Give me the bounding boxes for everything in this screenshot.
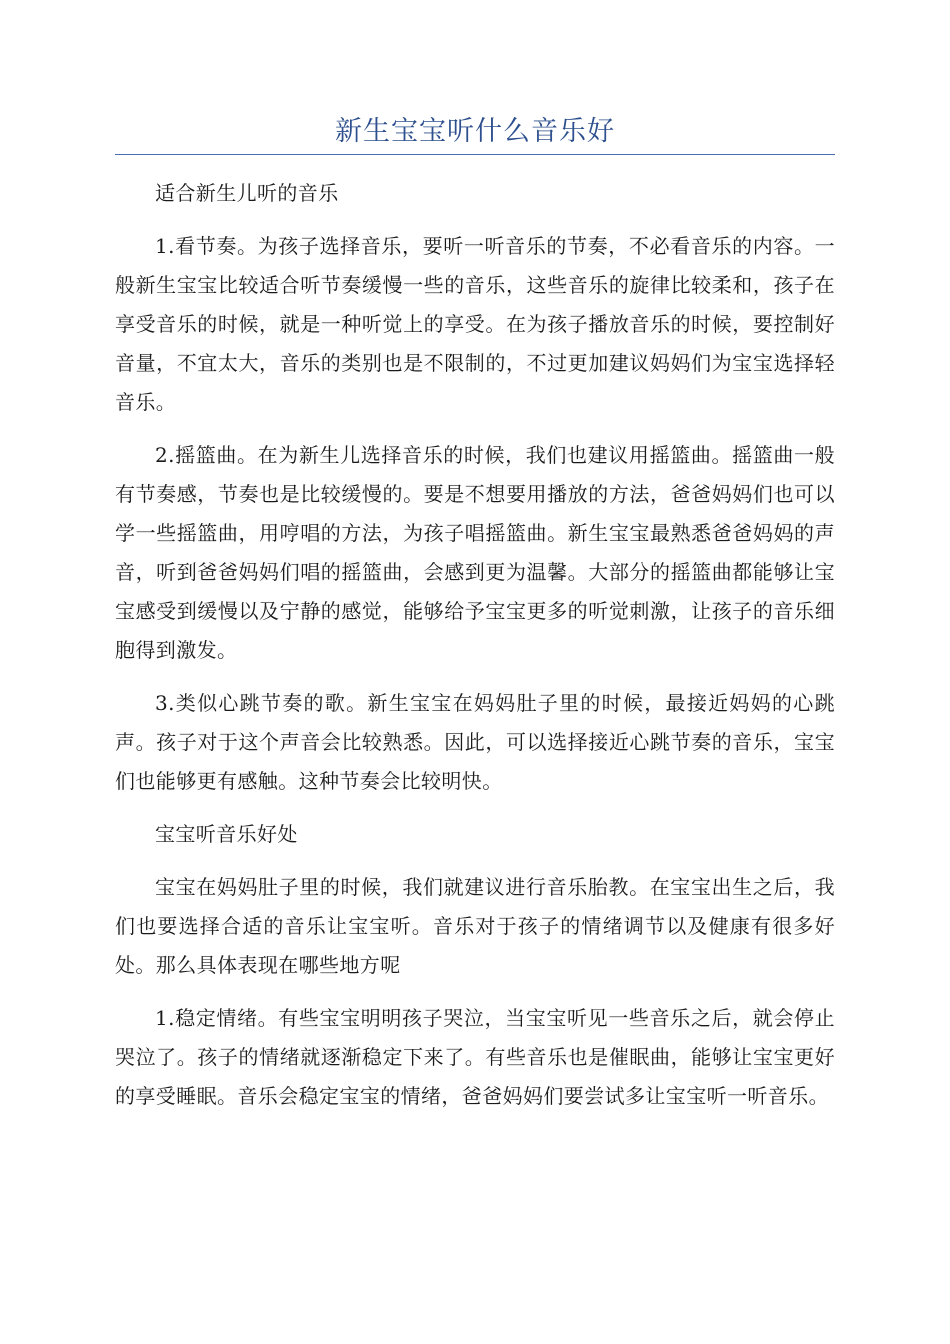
- paragraph-rhythm: 1.看节奏。为孩子选择音乐，要听一听音乐的节奏，不必看音乐的内容。一般新生宝宝比较适合听节奏缓慢一些的音乐，这些音乐的旋律比较柔和，孩子在享受音乐的时候，就是一种听觉上的享受。在为孩子播放音乐的时候，要控制好音量，不宜太大，音乐的类别也是不限制的，不过更加建议妈妈们为宝宝选择轻音乐。: [115, 234, 835, 414]
- paragraph-stabilize-emotions: 1.稳定情绪。有些宝宝明明孩子哭泣，当宝宝听见一些音乐之后，就会停止哭泣了。孩子的情绪就逐渐稳定下来了。有些音乐也是催眠曲，能够让宝宝更好的享受睡眠。音乐会稳定宝宝的情绪，爸爸妈妈们要尝试多让宝宝听一听音乐。: [115, 1006, 835, 1108]
- document-body: [115, 174, 835, 1130]
- document-title: 新生宝宝听什么音乐好: [335, 116, 615, 147]
- paragraph-lullaby: 2.摇篮曲。在为新生儿选择音乐的时候，我们也建议用摇篮曲。摇篮曲一般有节奏感，节奏也是比较缓慢的。要是不想要用播放的方法，爸爸妈妈们也可以学一些摇篮曲，用哼唱的方法，为孩子唱摇篮曲。新生宝宝最熟悉爸爸妈妈的声音，听到爸爸妈妈们唱的摇篮曲，会感到更为温馨。大部分的摇篮曲都能够让宝宝感受到缓慢以及宁静的感觉，能够给予宝宝更多的听觉刺激，让孩子的音乐细胞得到激发。: [115, 443, 835, 662]
- paragraph-heartbeat-songs: 3.类似心跳节奏的歌。新生宝宝在妈妈肚子里的时候，最接近妈妈的心跳声。孩子对于这个声音会比较熟悉。因此，可以选择接近心跳节奏的音乐，宝宝们也能够更有感触。这种节奏会比较明快。: [115, 691, 835, 793]
- title-underline: [115, 154, 835, 155]
- paragraph-benefits-intro: 宝宝在妈妈肚子里的时候，我们就建议进行音乐胎教。在宝宝出生之后，我们也要选择合适的音乐让宝宝听。音乐对于孩子的情绪调节以及健康有很多好处。那么具体表现在哪些地方呢: [115, 875, 835, 977]
- section-heading-music-for-newborns: 适合新生儿听的音乐: [155, 181, 339, 205]
- section-heading-benefits: 宝宝听音乐好处: [155, 822, 298, 846]
